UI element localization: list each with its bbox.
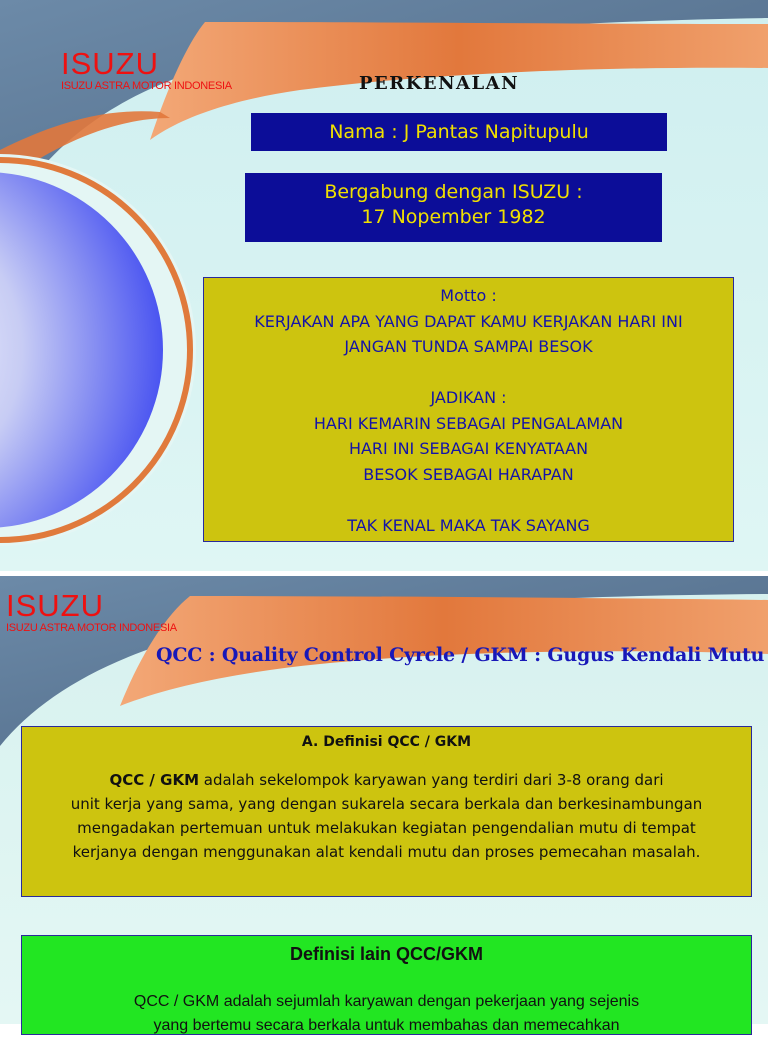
other-definition-body <box>22 990 751 1038</box>
other-definition-heading: Definisi lain QCC/GKM <box>289 944 484 964</box>
isuzu-logo <box>6 590 177 634</box>
join-date: 17 Nopember 1982 <box>361 206 546 228</box>
definition-body <box>22 768 751 864</box>
definition-line: unit kerja yang sama, yang dengan sukarela secara berkala dan berkesinambungan <box>70 795 703 813</box>
motto-line: JANGAN TUNDA SAMPAI BESOK <box>344 337 593 356</box>
logo-brand: ISUZU <box>6 588 104 623</box>
motto-line: HARI INI SEBAGAI KENYATAAN <box>348 439 589 458</box>
motto-line <box>204 487 733 513</box>
motto-line: TAK KENAL MAKA TAK SAYANG <box>347 515 590 535</box>
other-definition-line: QCC / GKM adalah sejumlah karyawan dengan pekerjaan yang sejenis <box>133 993 640 1010</box>
motto-line <box>204 360 733 386</box>
definition-line: mengadakan pertemuan untuk melakukan kegiatan pengendalian mutu di tempat <box>77 819 696 837</box>
logo-company: ISUZU ASTRA MOTOR INDONESIA <box>61 80 232 92</box>
definition-heading: A. Definisi QCC / GKM <box>301 734 472 750</box>
motto-line: KERJAKAN APA YANG DAPAT KAMU KERJAKAN HARI INI <box>254 311 683 331</box>
definition-box <box>21 726 752 897</box>
join-label: Bergabung dengan ISUZU : <box>324 181 583 203</box>
definition-line-rest: adalah sekelompok karyawan yang terdiri dari 3-8 orang dari <box>199 771 664 789</box>
other-definition-box <box>21 935 752 1035</box>
slide-title: PERKENALAN <box>359 73 520 94</box>
definition-term: QCC / GKM <box>109 771 199 789</box>
motto-line: JADIKAN : <box>430 388 507 407</box>
slide-title-qcc: QCC : Quality Control Cyrcle / GKM : Gugus Kendali Mutu <box>156 644 765 666</box>
isuzu-logo <box>61 48 232 92</box>
other-definition-line: yang bertemu secara berkala untuk membahas dan memecahkan <box>153 1017 620 1034</box>
motto-line: HARI KEMARIN SEBAGAI PENGALAMAN <box>313 413 624 433</box>
motto-line: BESOK SEBAGAI HARAPAN <box>363 464 574 484</box>
name-box: Nama : J Pantas Napitupulu <box>251 113 667 151</box>
definition-line <box>22 768 751 792</box>
join-date-box <box>245 173 662 242</box>
motto-box <box>203 277 734 542</box>
definition-line: kerjanya dengan menggunakan alat kendali mutu dan proses pemecahan masalah. <box>72 843 701 861</box>
motto-line: Motto : <box>440 286 497 305</box>
logo-company: ISUZU ASTRA MOTOR INDONESIA <box>6 622 177 634</box>
logo-brand: ISUZU <box>61 46 159 81</box>
